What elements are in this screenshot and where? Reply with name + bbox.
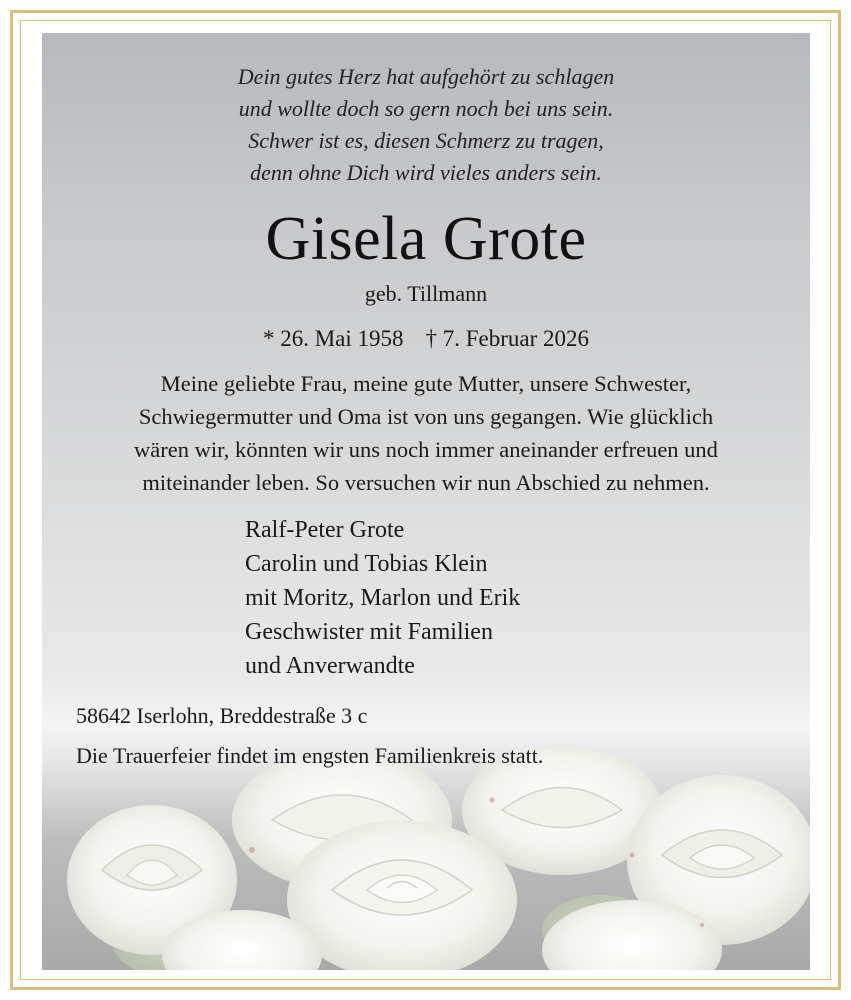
farewell-message (42, 367, 810, 499)
birth-date: * 26. Mai 1958 (262, 326, 404, 351)
mourner: mit Moritz, Marlon und Erik (245, 585, 521, 611)
poem-line: und wollte doch so gern noch bei uns sein. (238, 96, 614, 121)
poem (42, 61, 810, 189)
mourner: und Anverwandte (245, 653, 415, 679)
message-line: miteinander leben. So versuchen wir nun Abschied zu nehmen. (142, 470, 710, 495)
mourner: Geschwister mit Familien (245, 619, 493, 645)
message-line: wären wir, könnten wir uns noch immer aneinander erfreuen und (134, 437, 718, 462)
mourner: Ralf-Peter Grote (245, 517, 405, 543)
life-dates (42, 323, 810, 355)
obituary-panel (42, 33, 810, 970)
deceased-name: Gisela Grote (265, 205, 587, 273)
mourners-list (245, 513, 520, 683)
maiden-name: geb. Tillmann (364, 281, 488, 306)
mourner: Carolin und Tobias Klein (245, 551, 488, 577)
address: 58642 Iserlohn, Breddestraße 3 c (76, 703, 368, 728)
poem-line: Dein gutes Herz hat aufgehört zu schlagen (237, 64, 615, 89)
message-line: Schwiegermutter und Oma ist von uns gegangen. Wie glücklich (138, 404, 714, 429)
poem-line: denn ohne Dich wird vieles anders sein. (250, 160, 602, 185)
message-line: Meine geliebte Frau, meine gute Mutter, unsere Schwester, (160, 371, 692, 396)
white-roses-image (42, 740, 810, 970)
poem-line: Schwer ist es, diesen Schmerz zu tragen, (248, 128, 604, 153)
death-date: † 7. Februar 2026 (425, 326, 590, 351)
ceremony-note: Die Trauerfeier findet im engsten Familienkreis statt. (76, 743, 544, 768)
